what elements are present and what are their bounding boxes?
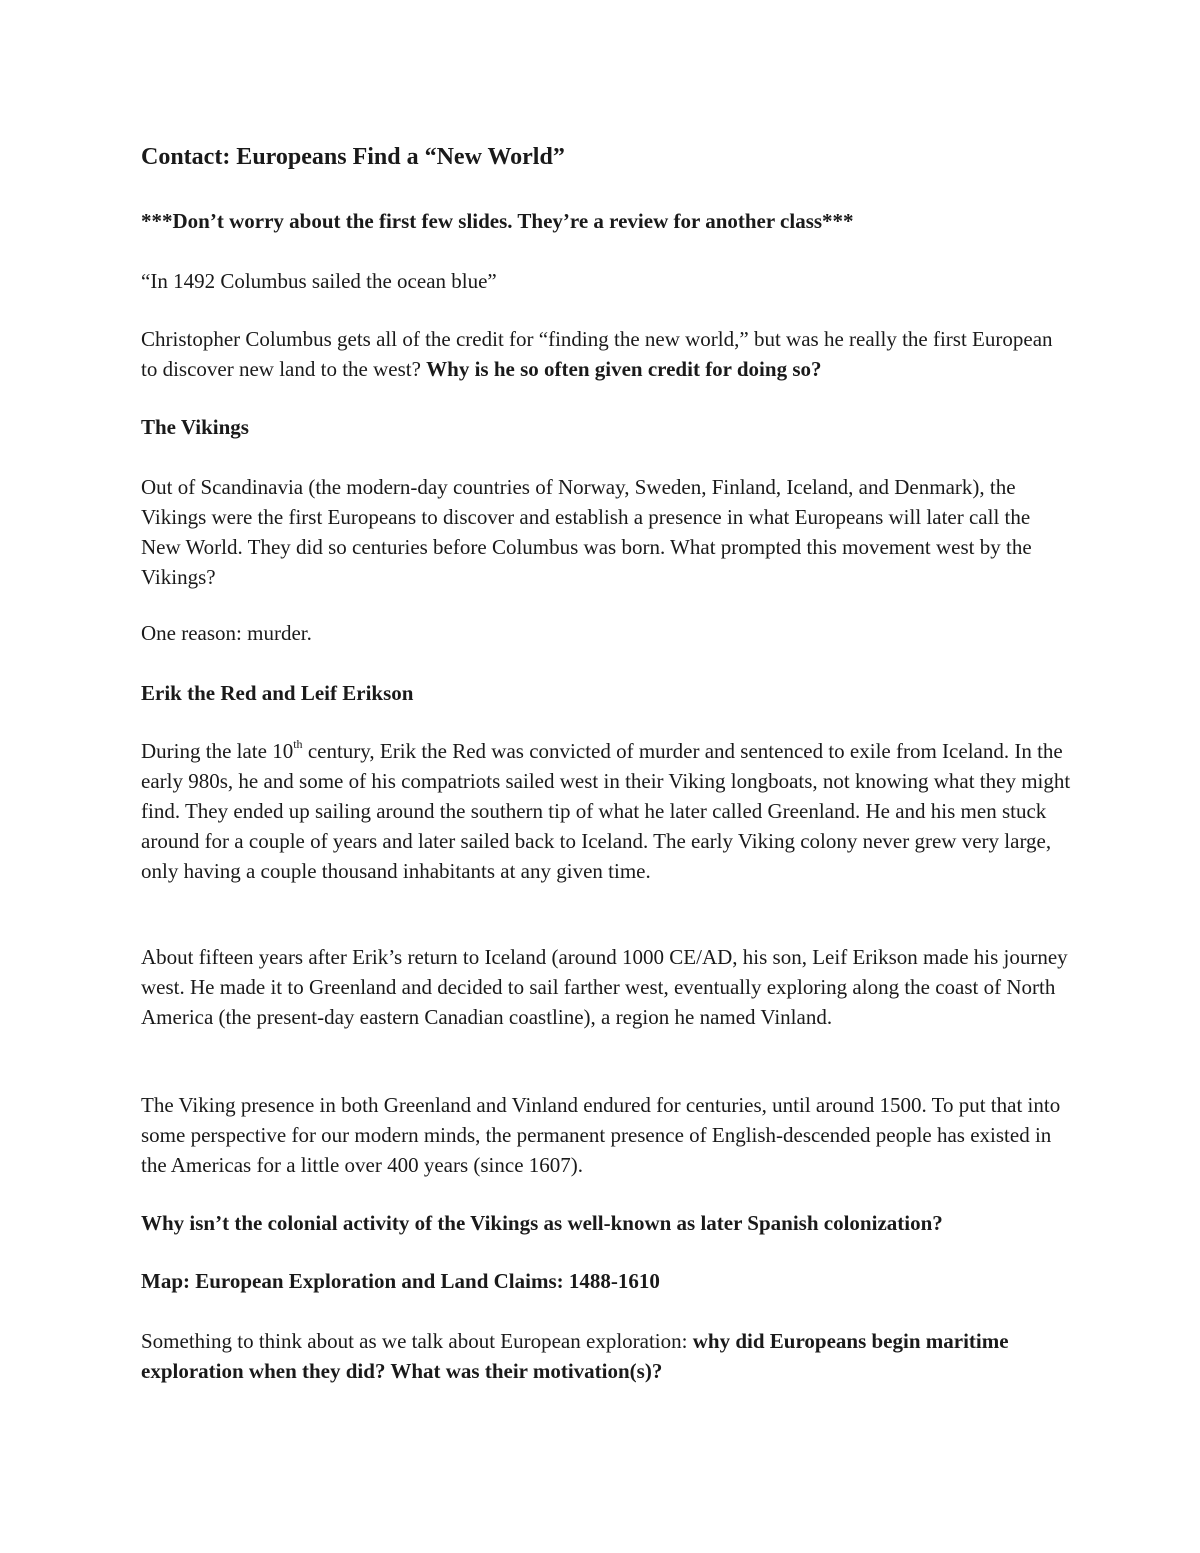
document-title: Contact: Europeans Find a “New World”: [141, 144, 565, 170]
columbus-paragraph: [141, 324, 1071, 384]
ordinal-superscript: th: [293, 737, 303, 751]
vikings-question: Why isn’t the colonial activity of the Vikings as well-known as later Spanish colonization?: [141, 1211, 943, 1235]
erik-paragraph-start: During the late 10: [141, 739, 294, 763]
leif-paragraph: About fifteen years after Erik’s return to Iceland (around 1000 CE/AD, his son, Leif Erikson made his journey west. He made it to Greenland and decided to sail farther west, eventually exploring along the coast of North America (the present-day eastern Canadian coastline), a region he named Vinland.: [141, 945, 1068, 1029]
columbus-paragraph-text: Christopher Columbus gets all of the credit for “finding the new world,” but was he really the first European to discover new land to the west?: [141, 327, 1053, 381]
erik-paragraph: [141, 736, 1071, 886]
exploration-paragraph-text: Something to think about as we talk about European exploration:: [141, 1329, 693, 1353]
erik-heading: Erik the Red and Leif Erikson: [141, 681, 414, 705]
slides-note: ***Don’t worry about the first few slides. They’re a review for another class***: [141, 209, 854, 233]
presence-paragraph: The Viking presence in both Greenland and Vinland endured for centuries, until around 1500. To put that into some perspective for our modern minds, the permanent presence of English-descended people has existed in the Americas for a little over 400 years (since 1607).: [141, 1093, 1061, 1177]
vikings-paragraph: Out of Scandinavia (the modern-day countries of Norway, Sweden, Finland, Iceland, and Denmark), the Vikings were the first Europeans to discover and establish a presence in what Europeans will later call the New World. They did so centuries before Columbus was born. What prompted this movement west by the Vikings?: [141, 475, 1032, 589]
map-heading: Map: European Exploration and Land Claims: 1488-1610: [141, 1269, 660, 1293]
reason-line: One reason: murder.: [141, 621, 312, 645]
exploration-paragraph: [141, 1326, 1071, 1386]
columbus-quote: “In 1492 Columbus sailed the ocean blue”: [141, 269, 497, 293]
exploration-question: why did Europeans begin maritime exploration when they did? What was their motivation(s)?: [141, 1329, 1009, 1383]
columbus-question: Why is he so often given credit for doing so?: [426, 357, 822, 381]
vikings-heading: The Vikings: [141, 415, 249, 439]
erik-paragraph-rest: century, Erik the Red was convicted of murder and sentenced to exile from Iceland. In the early 980s, he and some of his compatriots sailed west in their Viking longboats, not knowing what they might find. They ended up sailing around the southern tip of what he later called Greenland. He and his men stuck around for a couple of years and later sailed back to Iceland. The early Viking colony never grew very large, only having a couple thousand inhabitants at any given time.: [141, 739, 1071, 883]
